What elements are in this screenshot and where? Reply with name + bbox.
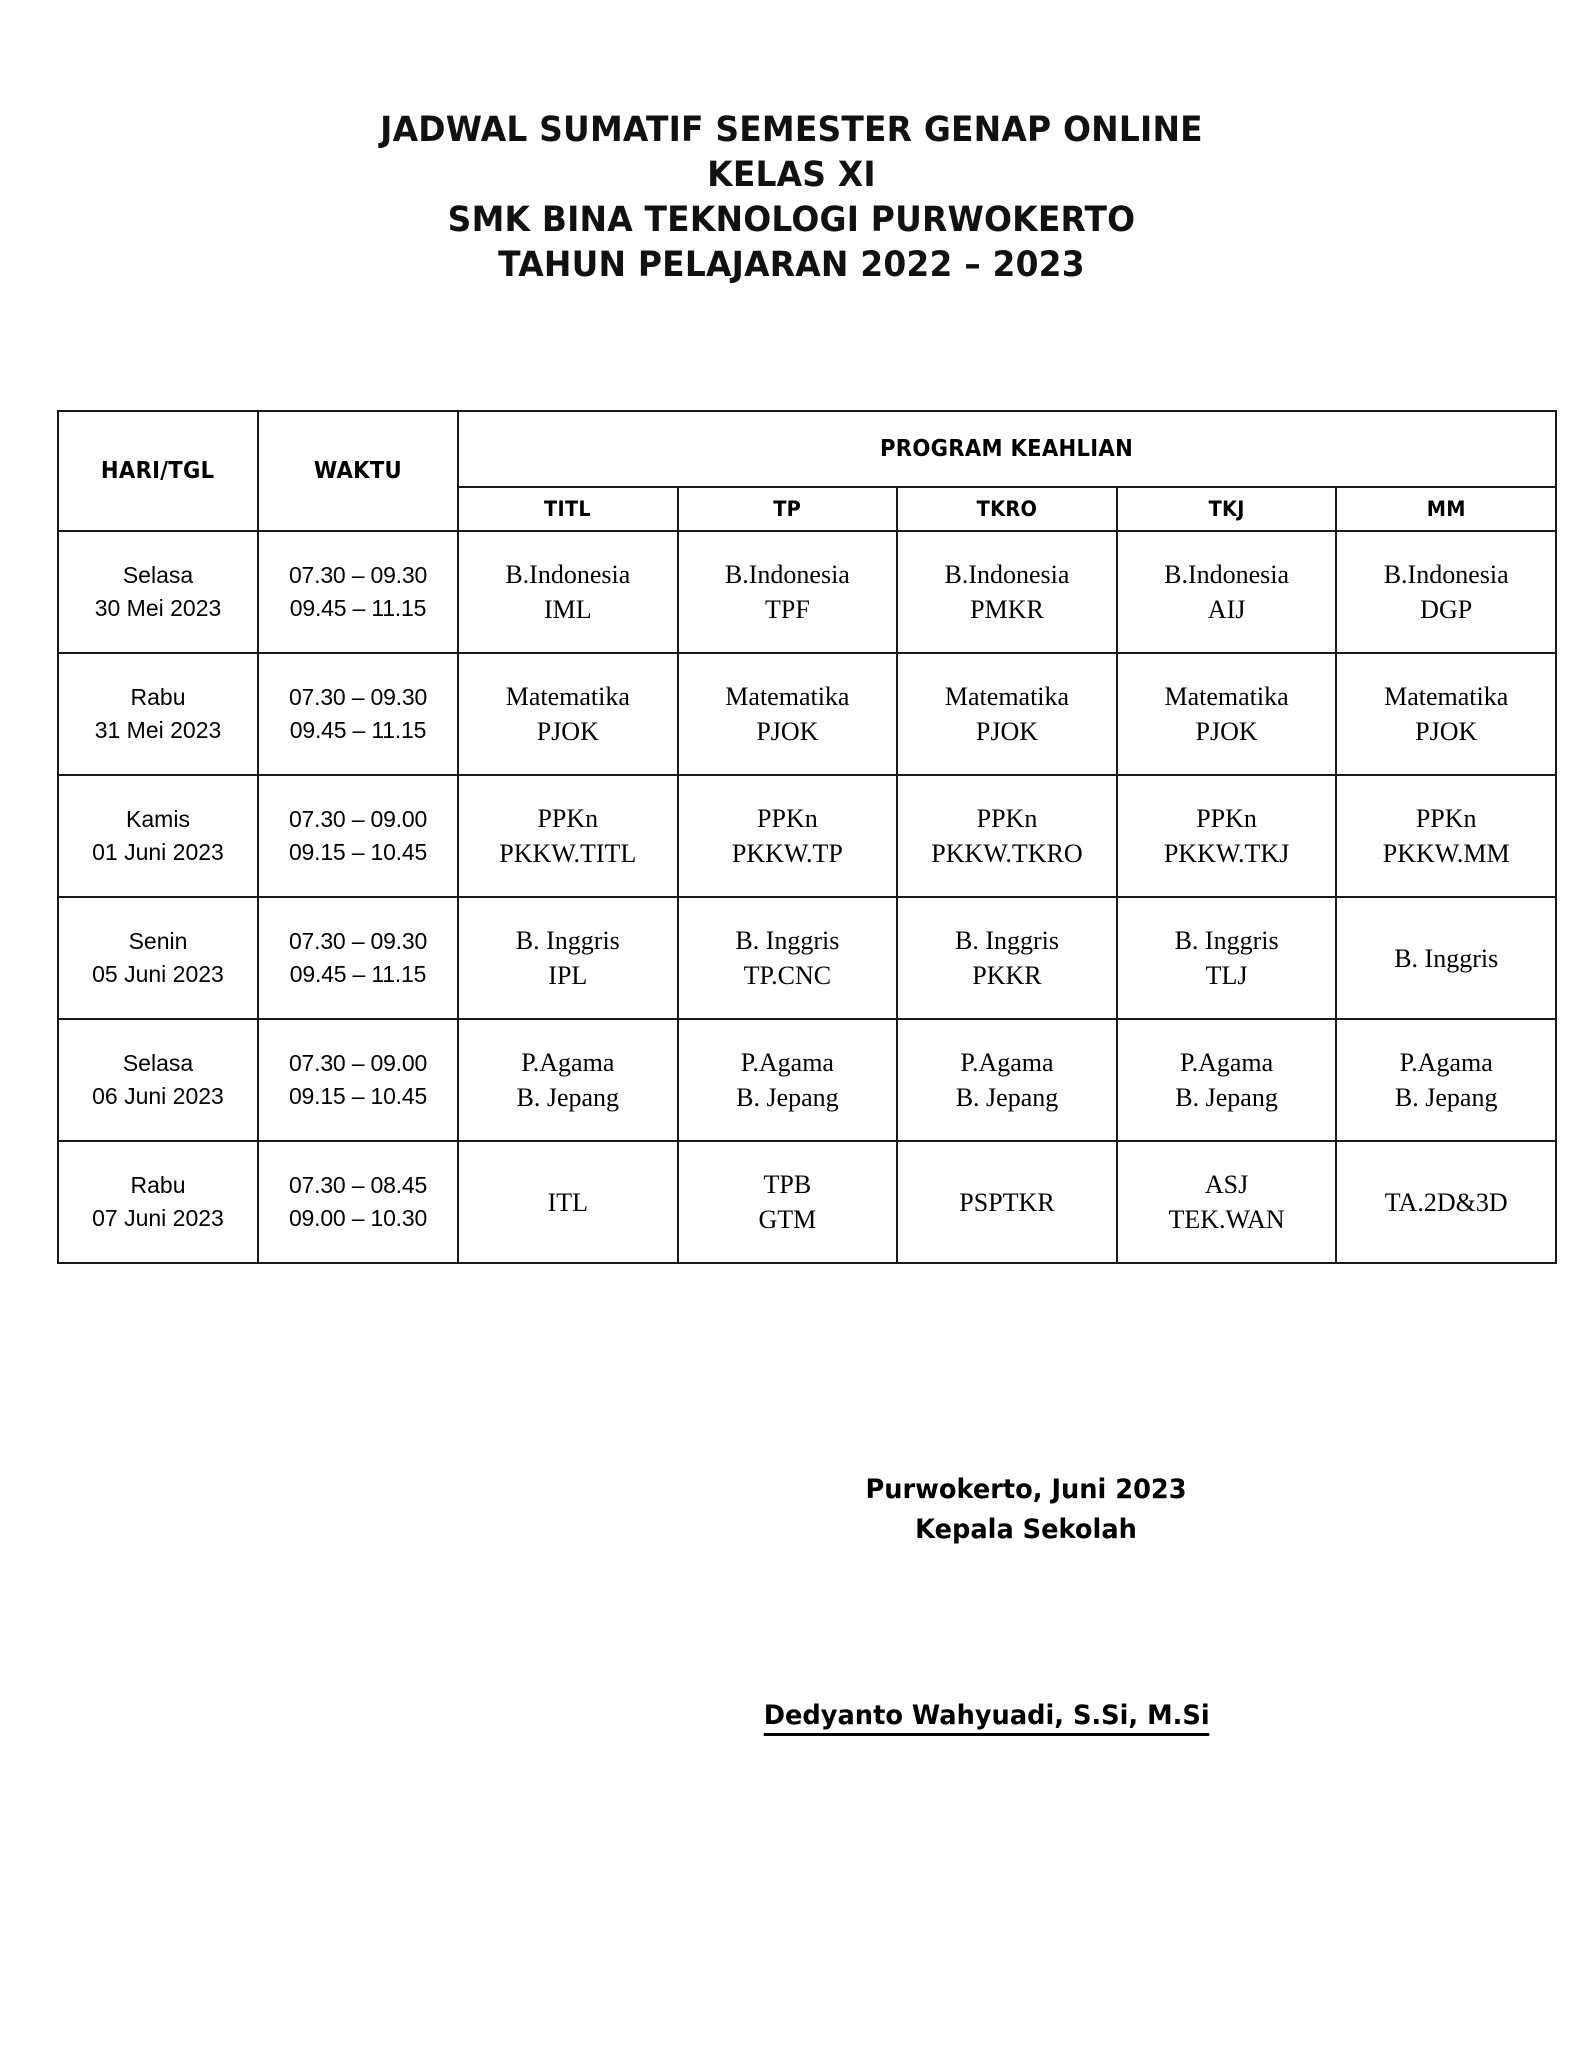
cell-subject-1-tp (678, 653, 898, 775)
subject-0-1-line2: TPF (764, 595, 810, 624)
cell-subject-3-tkro (897, 897, 1117, 1019)
title-line-2: KELAS XI (707, 155, 876, 195)
time-slot-4-1: 07.30 – 09.00 (288, 1050, 428, 1076)
subject-3-0-line1: B. Inggris (515, 926, 620, 955)
day-name-2: Kamis (126, 806, 190, 832)
subject-1-2-line1: Matematika (944, 682, 1070, 711)
cell-subject-3-mm (1336, 897, 1556, 1019)
subject-2-0-line2: PKKW.TITL (499, 839, 637, 868)
time-slot-1-1: 07.30 – 09.30 (288, 684, 428, 710)
subject-2-4-line1: PPKn (1415, 804, 1477, 833)
time-slot-4-2: 09.15 – 10.45 (288, 1083, 428, 1109)
subject-0-2-line1: B.Indonesia (944, 560, 1070, 589)
header-label-program-keahlian: PROGRAM KEAHLIAN (880, 436, 1134, 462)
title-line-4: TAHUN PELAJARAN 2022 – 2023 (498, 245, 1085, 285)
time-slot-0-2: 09.45 – 11.15 (289, 595, 427, 621)
subject-4-4-line1: P.Agama (1399, 1048, 1493, 1077)
table-row (58, 531, 1556, 653)
cell-subject-3-tp (678, 897, 898, 1019)
subject-0-3-line2: AIJ (1207, 595, 1246, 624)
subject-1-0-line1: Matematika (505, 682, 630, 711)
header-cell-program-tkj (1117, 487, 1337, 531)
cell-subject-1-mm (1336, 653, 1556, 775)
signature-inner (857, 1470, 1195, 1550)
signature-place-date: Purwokerto, Juni 2023 (865, 1474, 1188, 1505)
subject-3-3-line2: TLJ (1205, 961, 1248, 990)
cell-subject-5-tp (678, 1141, 898, 1263)
header-label-program-0: TITL (544, 497, 592, 521)
schedule-table (57, 410, 1557, 1264)
subject-1-3-line2: PJOK (1195, 717, 1258, 746)
subject-0-3-line1: B.Indonesia (1164, 560, 1290, 589)
subject-4-0-line2: B. Jepang (516, 1083, 620, 1112)
header-cell-program-tp (678, 487, 898, 531)
day-date-4: 06 Juni 2023 (92, 1083, 224, 1109)
cell-subject-5-titl (458, 1141, 678, 1263)
cell-subject-1-titl (458, 653, 678, 775)
cell-subject-4-titl (458, 1019, 678, 1141)
table-head (58, 411, 1556, 531)
day-date-3: 05 Juni 2023 (92, 961, 224, 987)
day-name-3: Senin (128, 928, 188, 954)
subject-4-0-line1: P.Agama (521, 1048, 615, 1077)
cell-subject-0-tkj (1117, 531, 1337, 653)
time-slot-5-1: 07.30 – 08.45 (288, 1172, 428, 1198)
subject-2-0-line1: PPKn (537, 804, 599, 833)
header-row-primary (58, 411, 1556, 487)
subject-2-4-line2: PKKW.MM (1382, 839, 1510, 868)
time-slot-0-1: 07.30 – 09.30 (288, 562, 428, 588)
cell-time-0 (258, 531, 458, 653)
cell-subject-5-mm (1336, 1141, 1556, 1263)
subject-4-1-line2: B. Jepang (736, 1083, 839, 1112)
signature-block (0, 1470, 1583, 1550)
cell-subject-2-mm (1336, 775, 1556, 897)
cell-day-3 (58, 897, 258, 1019)
cell-subject-2-tp (678, 775, 898, 897)
subject-1-4-line1: Matematika (1384, 682, 1509, 711)
subject-2-3-line2: PKKW.TKJ (1163, 839, 1290, 868)
subject-5-2-line1: PSPTKR (959, 1187, 1055, 1217)
cell-subject-4-mm (1336, 1019, 1556, 1141)
cell-subject-5-tkj (1117, 1141, 1337, 1263)
signature-name-block (0, 1700, 1583, 1736)
time-slot-2-2: 09.15 – 10.45 (288, 839, 428, 865)
cell-time-2 (258, 775, 458, 897)
time-slot-5-2: 09.00 – 10.30 (288, 1205, 428, 1231)
header-cell-hari (58, 411, 258, 531)
day-name-1: Rabu (130, 684, 186, 710)
cell-time-5 (258, 1141, 458, 1263)
subject-2-3-line1: PPKn (1196, 804, 1257, 833)
subject-1-1-line1: Matematika (725, 682, 850, 711)
header-label-program-3: TKJ (1208, 497, 1245, 521)
day-name-0: Selasa (122, 562, 194, 588)
day-date-0: 30 Mei 2023 (94, 595, 222, 621)
subject-3-3-line1: B. Inggris (1174, 926, 1279, 955)
cell-subject-0-tkro (897, 531, 1117, 653)
subject-3-0-line2: IPL (548, 961, 588, 990)
cell-day-5 (58, 1141, 258, 1263)
subject-3-2-line2: PKKR (972, 961, 1042, 990)
subject-2-2-line1: PPKn (976, 804, 1038, 833)
header-cell-program-keahlian (458, 411, 1556, 487)
cell-subject-2-titl (458, 775, 678, 897)
cell-subject-0-titl (458, 531, 678, 653)
subject-1-2-line2: PJOK (975, 717, 1039, 746)
day-name-4: Selasa (122, 1050, 194, 1076)
cell-subject-4-tkro (897, 1019, 1117, 1141)
cell-time-4 (258, 1019, 458, 1141)
schedule-table-wrapper (57, 410, 1555, 1264)
cell-time-1 (258, 653, 458, 775)
header-cell-program-mm (1336, 487, 1556, 531)
subject-2-2-line2: PKKW.TKRO (931, 839, 1083, 868)
subject-0-4-line2: DGP (1420, 595, 1473, 624)
subject-4-2-line2: B. Jepang (955, 1083, 1059, 1112)
signatory-name: Dedyanto Wahyuadi, S.Si, M.Si (764, 1700, 1210, 1736)
cell-subject-0-tp (678, 531, 898, 653)
subject-0-4-line1: B.Indonesia (1383, 560, 1509, 589)
document-title-block (0, 108, 1583, 288)
header-label-hari: HARI/TGL (101, 458, 215, 484)
subject-2-1-line2: PKKW.TP (731, 839, 843, 868)
cell-subject-3-titl (458, 897, 678, 1019)
cell-day-2 (58, 775, 258, 897)
cell-day-4 (58, 1019, 258, 1141)
header-label-waktu: WAKTU (313, 458, 403, 484)
subject-3-1-line2: TP.CNC (743, 961, 832, 990)
cell-subject-1-tkj (1117, 653, 1337, 775)
day-name-5: Rabu (130, 1172, 186, 1198)
day-date-2: 01 Juni 2023 (92, 839, 224, 865)
subject-0-0-line2: IML (543, 595, 592, 624)
subject-0-1-line1: B.Indonesia (724, 560, 850, 589)
cell-subject-4-tp (678, 1019, 898, 1141)
table-row (58, 1019, 1556, 1141)
cell-subject-2-tkro (897, 775, 1117, 897)
subject-4-4-line2: B. Jepang (1394, 1083, 1498, 1112)
subject-4-3-line1: P.Agama (1179, 1048, 1274, 1077)
table-row (58, 897, 1556, 1019)
table-row (58, 775, 1556, 897)
subject-3-2-line1: B. Inggris (954, 926, 1059, 955)
time-slot-3-2: 09.45 – 11.15 (289, 961, 427, 987)
header-cell-program-titl (458, 487, 678, 531)
subject-0-0-line1: B.Indonesia (505, 560, 631, 589)
day-date-1: 31 Mei 2023 (94, 717, 222, 743)
cell-subject-3-tkj (1117, 897, 1337, 1019)
subject-4-3-line2: B. Jepang (1175, 1083, 1278, 1112)
cell-subject-5-tkro (897, 1141, 1117, 1263)
subject-1-3-line1: Matematika (1164, 682, 1289, 711)
header-cell-program-tkro (897, 487, 1117, 531)
cell-day-0 (58, 531, 258, 653)
subject-0-2-line2: PMKR (970, 595, 1044, 624)
signature-position: Kepala Sekolah (915, 1514, 1138, 1545)
subject-5-3-line1: ASJ (1204, 1170, 1249, 1199)
header-cell-waktu (258, 411, 458, 531)
subject-2-1-line1: PPKn (757, 804, 818, 833)
cell-subject-2-tkj (1117, 775, 1337, 897)
table-body (58, 531, 1556, 1263)
cell-subject-1-tkro (897, 653, 1117, 775)
cell-subject-0-mm (1336, 531, 1556, 653)
header-label-program-1: TP (773, 497, 802, 521)
header-label-program-4: MM (1426, 497, 1466, 521)
subject-5-4-line1: TA.2D&3D (1384, 1187, 1508, 1217)
time-slot-2-1: 07.30 – 09.00 (288, 806, 428, 832)
title-line-3: SMK BINA TEKNOLOGI PURWOKERTO (447, 200, 1136, 240)
table-row (58, 653, 1556, 775)
cell-time-3 (258, 897, 458, 1019)
cell-subject-4-tkj (1117, 1019, 1337, 1141)
subject-4-1-line1: P.Agama (740, 1048, 834, 1077)
subject-5-1-line2: GTM (758, 1205, 817, 1234)
header-label-program-2: TKRO (976, 497, 1038, 521)
subject-5-3-line2: TEK.WAN (1168, 1205, 1285, 1234)
subject-1-4-line2: PJOK (1415, 717, 1478, 746)
table-row (58, 1141, 1556, 1263)
cell-day-1 (58, 653, 258, 775)
subject-5-0-line1: ITL (547, 1187, 588, 1217)
time-slot-3-1: 07.30 – 09.30 (288, 928, 428, 954)
time-slot-1-2: 09.45 – 11.15 (289, 717, 427, 743)
subject-5-1-line1: TPB (763, 1170, 812, 1199)
subject-3-1-line1: B. Inggris (735, 926, 840, 955)
subject-4-2-line1: P.Agama (960, 1048, 1054, 1077)
day-date-5: 07 Juni 2023 (92, 1205, 224, 1231)
subject-1-1-line2: PJOK (756, 717, 819, 746)
subject-3-4-line1: B. Inggris (1394, 943, 1499, 973)
signature-name-inner (752, 1700, 1221, 1736)
title-line-1: JADWAL SUMATIF SEMESTER GENAP ONLINE (380, 110, 1203, 150)
subject-1-0-line2: PJOK (536, 717, 599, 746)
